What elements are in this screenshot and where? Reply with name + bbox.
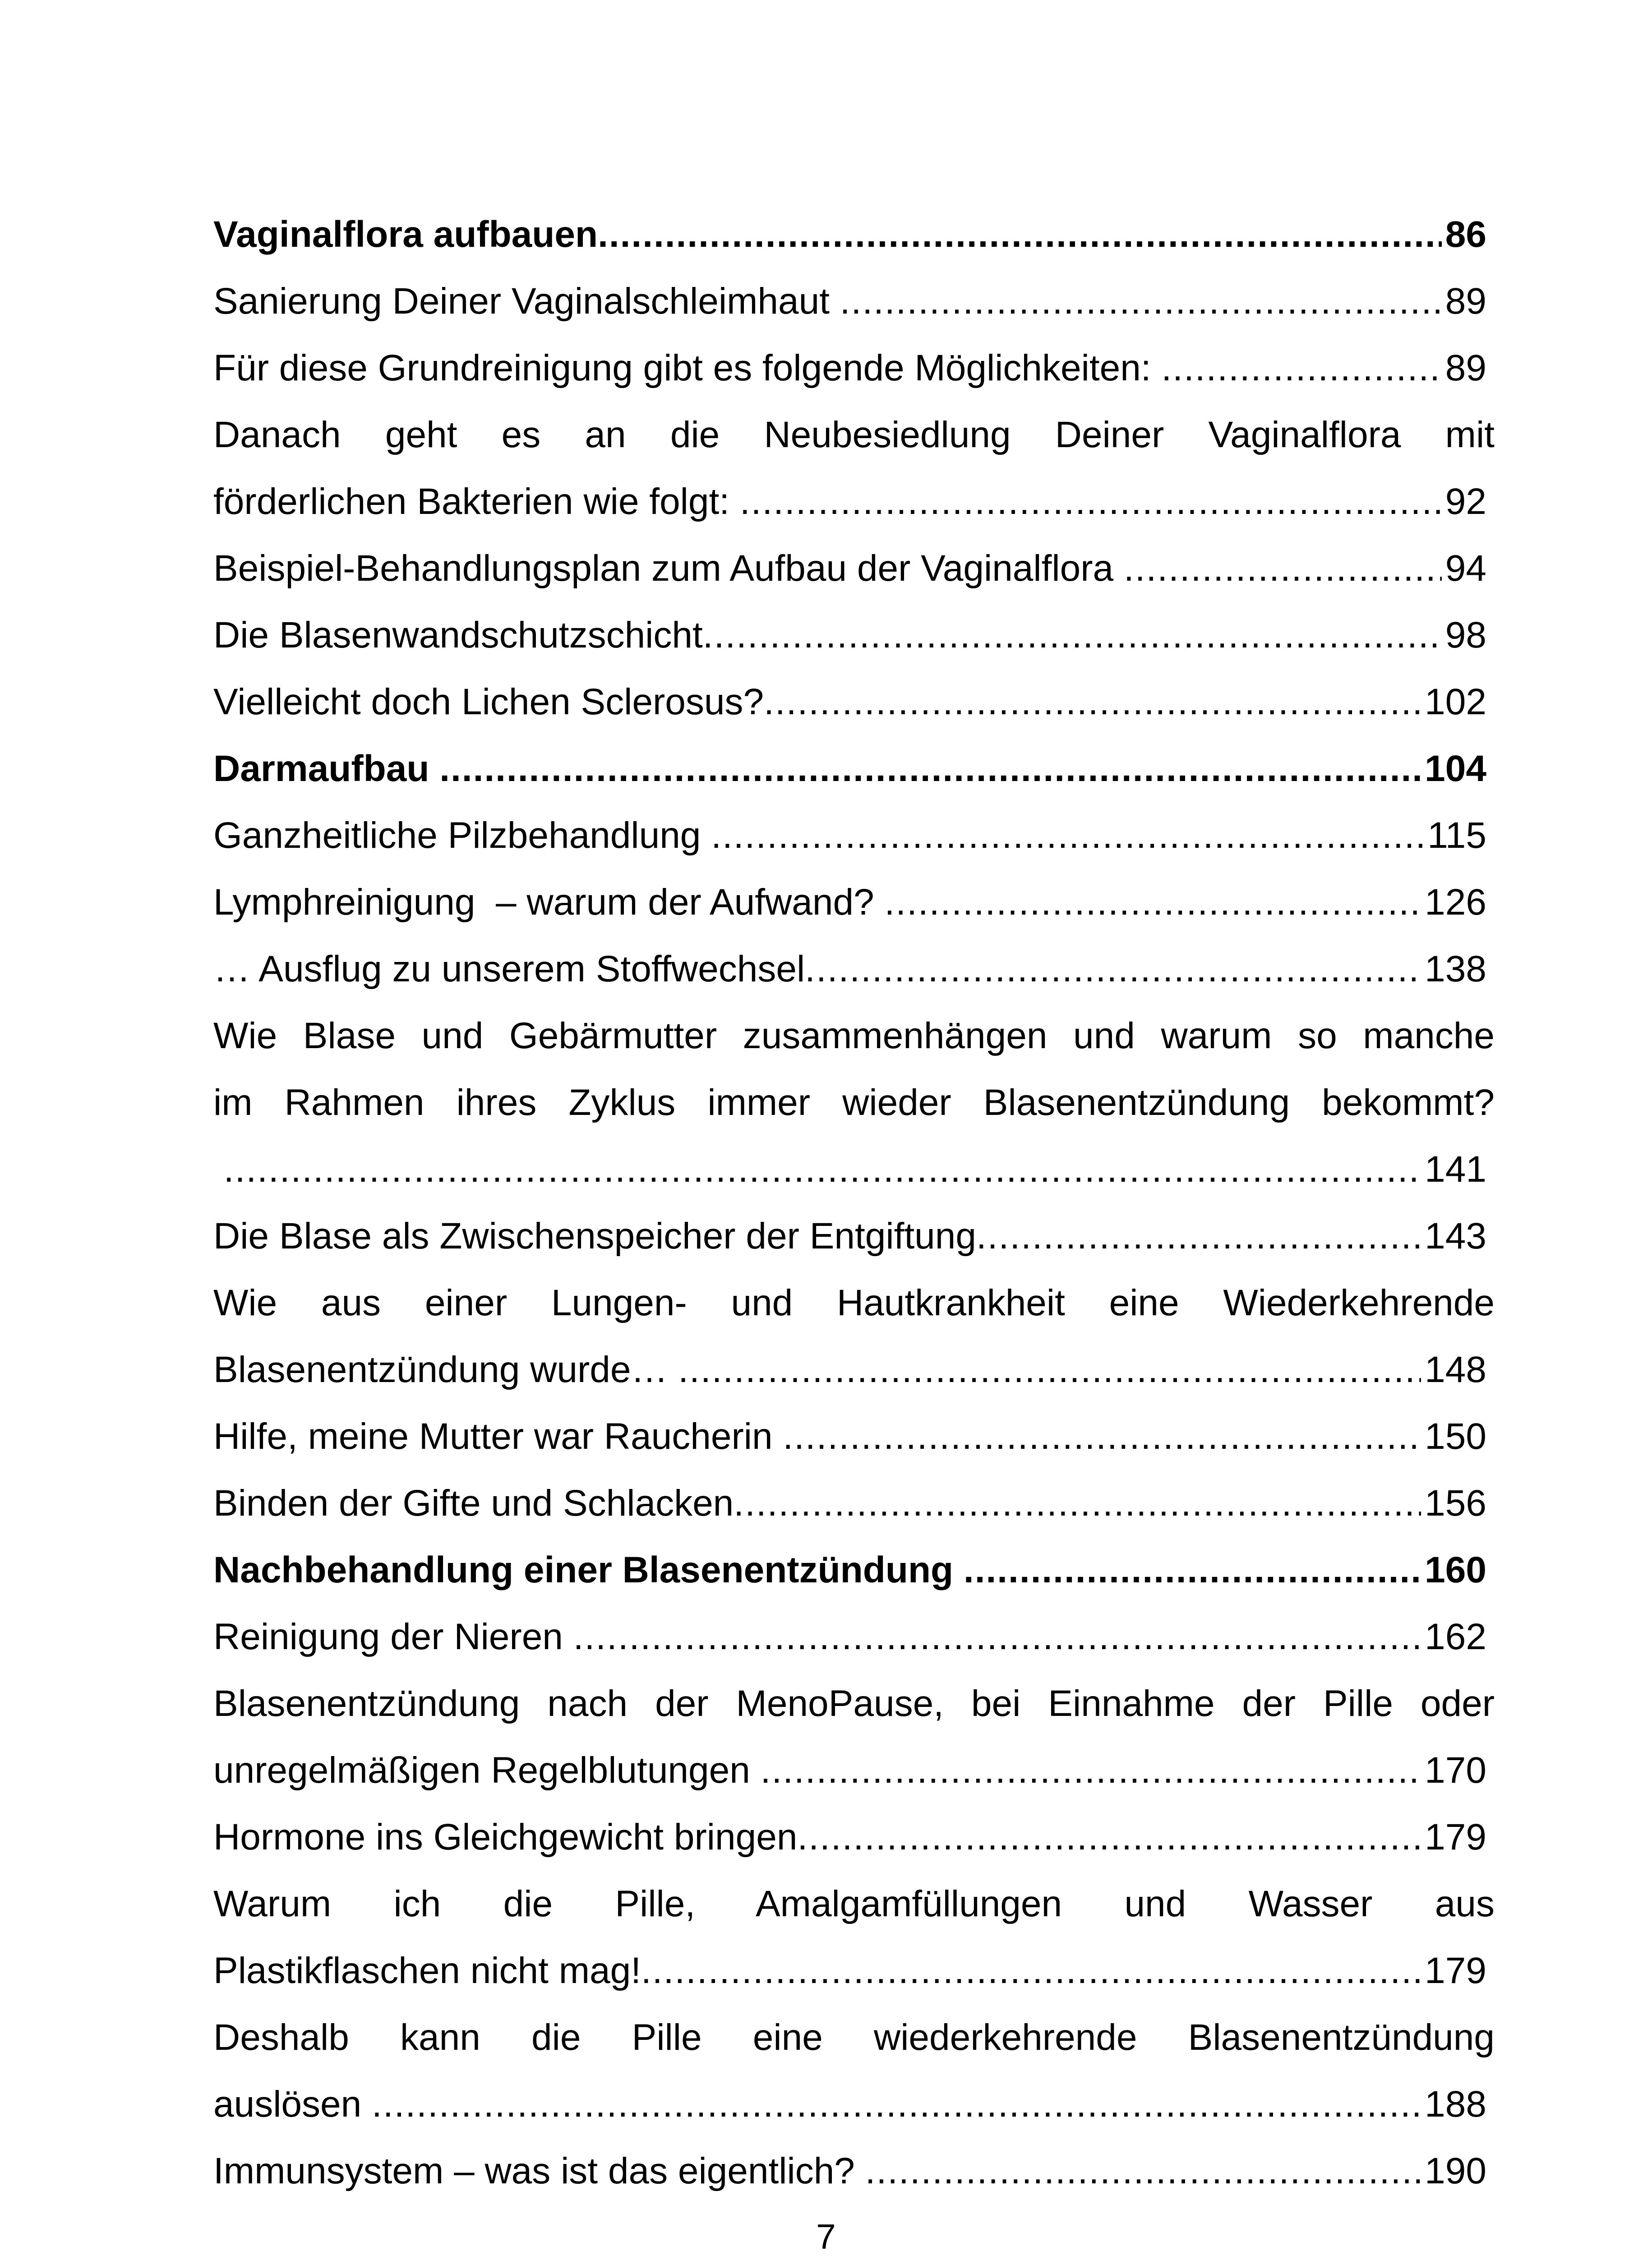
toc-e17[interactable] xyxy=(213,1604,1495,1670)
toc-entry-line[interactable] xyxy=(213,268,1486,335)
dot-leader xyxy=(976,1203,1421,1270)
page-number: 7 xyxy=(816,2217,836,2256)
dot-leader xyxy=(641,1937,1421,2004)
toc-entry-line[interactable] xyxy=(213,2138,1486,2205)
toc-entry-title: Für diese Grundreinigung gibt es folgende Möglichkeiten: xyxy=(213,347,1162,388)
toc-entry-line[interactable] xyxy=(213,802,1486,869)
toc-entry-title: Darmaufbau xyxy=(213,748,440,789)
toc-e3[interactable] xyxy=(213,402,1495,535)
toc-entry-line[interactable] xyxy=(213,535,1486,602)
toc-entry-line[interactable] xyxy=(213,1136,1486,1203)
toc-page-number: 89 xyxy=(1445,347,1486,388)
toc-entry-title xyxy=(213,1136,224,1203)
toc-entry-line[interactable] xyxy=(213,201,1486,268)
dot-leader xyxy=(711,802,1424,869)
toc-page-number: 89 xyxy=(1445,281,1486,322)
toc-page-number: 179 xyxy=(1425,1817,1486,1858)
toc-e1[interactable] xyxy=(213,268,1495,335)
toc-entry-line[interactable] xyxy=(213,1737,1486,1804)
toc-entry-line[interactable] xyxy=(213,1336,1486,1403)
toc-entry-line[interactable] xyxy=(213,1537,1486,1604)
toc-entry-title: Vielleicht doch Lichen Sclerosus? xyxy=(213,681,764,722)
toc-e2[interactable] xyxy=(213,335,1495,402)
toc-entry-line[interactable] xyxy=(213,1604,1486,1670)
toc-e19[interactable] xyxy=(213,1804,1495,1871)
toc-entry-text-line: Wie Blase und Gebärmutter zusammenhängen und warum so manche xyxy=(213,1015,1495,1056)
toc-entry-title: Immunsystem – was ist das eigentlich? xyxy=(213,2150,865,2191)
toc-e11[interactable] xyxy=(213,1003,1495,1203)
toc-entry-title: Beispiel-Behandlungsplan zum Aufbau der Vaginalflora xyxy=(213,548,1124,589)
toc-entry-title: Vaginalflora aufbauen xyxy=(213,214,598,255)
toc-entry-line[interactable] xyxy=(213,735,1486,802)
table-of-contents xyxy=(213,201,1495,2205)
toc-entry-line[interactable] xyxy=(213,335,1486,402)
toc-entry-line[interactable] xyxy=(213,1804,1486,1871)
dot-leader xyxy=(840,268,1442,335)
toc-entry-title: Lymphreinigung – warum der Aufwand? xyxy=(213,882,885,923)
toc-page-number: 138 xyxy=(1425,948,1486,989)
toc-entry-title: förderlichen Bakterien wie folgt: xyxy=(213,481,740,522)
toc-page-number: 104 xyxy=(1425,748,1486,789)
toc-e6[interactable] xyxy=(213,669,1495,735)
toc-page-number: 98 xyxy=(1445,615,1486,656)
toc-e5[interactable] xyxy=(213,602,1495,669)
toc-page-number: 92 xyxy=(1445,481,1486,522)
toc-e13[interactable] xyxy=(213,1270,1495,1403)
toc-entry-text-line: Warum ich die Pille, Amalgamfüllungen und Wasser aus xyxy=(213,1883,1495,1924)
toc-entry-title: Blasenentzündung wurde… xyxy=(213,1349,678,1390)
toc-page-number: 148 xyxy=(1425,1349,1486,1390)
dot-leader xyxy=(764,669,1421,735)
dot-leader xyxy=(740,468,1442,535)
toc-entry-line[interactable] xyxy=(213,1937,1486,2004)
toc-entry-text-line: Deshalb kann die Pille eine wiederkehrende Blasenentzündung xyxy=(213,2017,1495,2058)
toc-entry-title: Hilfe, meine Mutter war Raucherin xyxy=(213,1416,783,1457)
toc-page-number: 156 xyxy=(1425,1483,1486,1524)
toc-entry-title: Binden der Gifte und Schlacken xyxy=(213,1483,734,1524)
toc-e20[interactable] xyxy=(213,1871,1495,2004)
toc-entry-text-line: Danach geht es an die Neubesiedlung Deiner Vaginalflora mit xyxy=(213,414,1495,455)
toc-page-number: 115 xyxy=(1427,815,1486,856)
toc-entry-title: Ganzheitliche Pilzbehandlung xyxy=(213,815,711,856)
toc-e0[interactable] xyxy=(213,201,1495,268)
dot-leader xyxy=(885,869,1421,936)
toc-page-number: 150 xyxy=(1425,1416,1486,1457)
dot-leader xyxy=(573,1604,1421,1670)
toc-e8[interactable] xyxy=(213,802,1495,869)
toc-entry-title: unregelmäßigen Regelblutungen xyxy=(213,1750,761,1791)
toc-entry-title: Reinigung der Nieren xyxy=(213,1616,573,1657)
toc-page-number: 102 xyxy=(1425,681,1486,722)
toc-entry-line[interactable] xyxy=(213,1403,1486,1470)
toc-entry-line[interactable] xyxy=(213,602,1486,669)
toc-entry-line[interactable] xyxy=(213,669,1486,735)
toc-e4[interactable] xyxy=(213,535,1495,602)
toc-e22[interactable] xyxy=(213,2138,1495,2205)
toc-page-number: 86 xyxy=(1445,214,1486,255)
toc-entry-text-line: im Rahmen ihres Zyklus immer wieder Blasenentzündung bekommt? xyxy=(213,1082,1495,1123)
dot-leader xyxy=(761,1737,1421,1804)
toc-entry-title: … Ausflug zu unserem Stoffwechsel xyxy=(213,948,805,989)
dot-leader xyxy=(439,735,1421,802)
toc-page-number: 160 xyxy=(1425,1549,1486,1590)
dot-leader xyxy=(598,201,1442,268)
toc-entry-title: Nachbehandlung einer Blasenentzündung xyxy=(213,1549,964,1590)
toc-e18[interactable] xyxy=(213,1670,1495,1804)
toc-e14[interactable] xyxy=(213,1403,1495,1470)
dot-leader xyxy=(734,1470,1421,1537)
toc-entry-line[interactable] xyxy=(213,936,1486,1003)
dot-leader xyxy=(703,602,1442,669)
dot-leader xyxy=(797,1804,1421,1871)
toc-entry-line[interactable] xyxy=(213,869,1486,936)
dot-leader xyxy=(783,1403,1421,1470)
toc-e7[interactable] xyxy=(213,735,1495,802)
toc-entry-text-line: Blasenentzündung nach der MenoPause, bei Einnahme der Pille oder xyxy=(213,1683,1495,1724)
dot-leader xyxy=(865,2138,1421,2205)
toc-entry-text-line: Wie aus einer Lungen- und Hautkrankheit eine Wiederkehrende xyxy=(213,1282,1495,1323)
toc-page-number: 126 xyxy=(1425,882,1486,923)
toc-entry-title: Plastikflaschen nicht mag! xyxy=(213,1950,641,1991)
toc-e10[interactable] xyxy=(213,936,1495,1003)
toc-page-number: 141 xyxy=(1425,1149,1486,1190)
toc-entry-title: auslösen xyxy=(213,2084,372,2125)
toc-e12[interactable] xyxy=(213,1203,1495,1270)
dot-leader xyxy=(964,1537,1421,1604)
toc-page-number: 188 xyxy=(1425,2084,1486,2125)
toc-entry-line[interactable] xyxy=(213,1470,1486,1537)
toc-page-number: 94 xyxy=(1445,548,1486,589)
dot-leader xyxy=(805,936,1421,1003)
dot-leader xyxy=(224,1136,1421,1203)
toc-page-number: 179 xyxy=(1425,1950,1486,1991)
toc-page-number: 143 xyxy=(1425,1216,1486,1257)
toc-entry-title: Die Blasenwandschutzschicht xyxy=(213,615,703,656)
toc-e16[interactable] xyxy=(213,1537,1495,1604)
toc-e15[interactable] xyxy=(213,1470,1495,1537)
dot-leader xyxy=(1161,335,1441,402)
toc-e9[interactable] xyxy=(213,869,1495,936)
toc-entry-line[interactable] xyxy=(213,468,1486,535)
toc-entry-line[interactable] xyxy=(213,1203,1486,1270)
dot-leader xyxy=(1124,535,1442,602)
toc-entry-title: Die Blase als Zwischenspeicher der Entgiftung xyxy=(213,1216,976,1257)
dot-leader xyxy=(372,2071,1421,2138)
toc-entry-line[interactable] xyxy=(213,2071,1486,2138)
toc-entry-title: Hormone ins Gleichgewicht bringen xyxy=(213,1817,798,1858)
toc-e21[interactable] xyxy=(213,2004,1495,2138)
toc-page-number: 170 xyxy=(1425,1750,1486,1791)
toc-page-number: 162 xyxy=(1425,1616,1486,1657)
toc-page-number: 190 xyxy=(1425,2150,1486,2191)
toc-entry-title: Sanierung Deiner Vaginalschleimhaut xyxy=(213,281,840,322)
dot-leader xyxy=(678,1336,1421,1403)
